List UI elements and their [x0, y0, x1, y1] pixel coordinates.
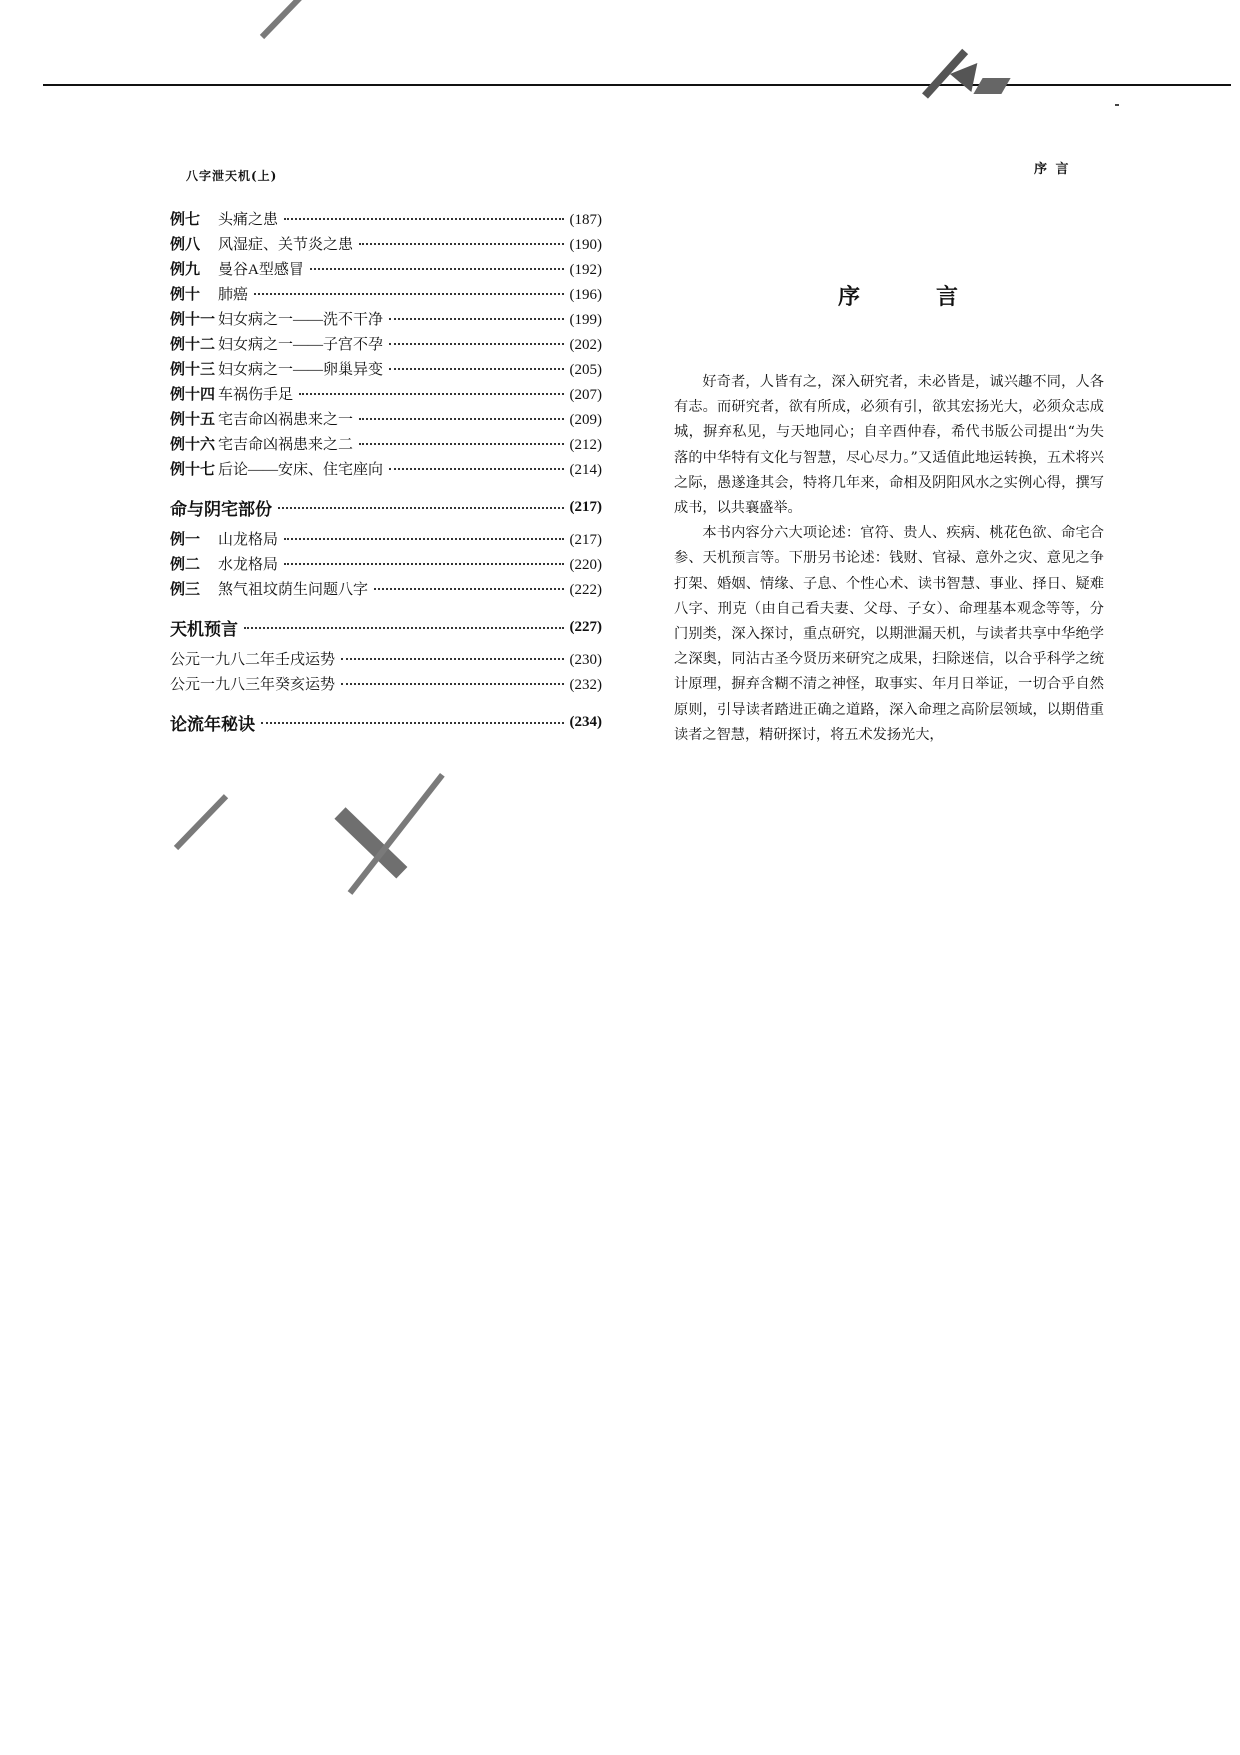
- toc-entry-label: [170, 458, 383, 479]
- toc-section-row: [170, 706, 602, 739]
- toc-entry-number: 例二: [170, 557, 201, 573]
- toc-page-number: (227): [569, 619, 602, 635]
- toc-row: [170, 383, 602, 408]
- toc-page-number: (192): [569, 262, 602, 278]
- toc-entry-number: 例七: [170, 212, 201, 228]
- toc-entry-label: [170, 673, 335, 694]
- toc-leader-dots: [389, 343, 563, 345]
- preface-title-char: 言: [935, 284, 958, 310]
- toc-entry-title: 天机预言: [170, 620, 238, 639]
- toc-entry-title: 公元一九八三年癸亥运势: [170, 677, 336, 693]
- running-header-right: 序 言: [1034, 162, 1071, 177]
- toc-leader-dots: [278, 507, 564, 509]
- toc-leader-dots: [310, 268, 564, 270]
- toc-entry-number: 例十四: [170, 387, 216, 403]
- toc-entry-label: [170, 528, 278, 549]
- toc-entry-label: [170, 283, 248, 304]
- toc-entry-number: 例十一: [170, 312, 216, 328]
- toc-entry-title: 宅吉命凶祸患来之一: [218, 412, 354, 428]
- toc-entry-label: [170, 615, 238, 640]
- toc-leader-dots: [359, 418, 563, 420]
- toc-entry-label: [170, 578, 368, 599]
- preface-paragraph: 好奇者，人皆有之，深入研究者，未必皆是，诚兴趣不同，人各有志。而研究者，欲有所成，必须有引，欲其宏扬光大，必须众志成城，摒弃私见，与天地同心；自辛酉仲春，希代书版公司提出“为失落的中华特有文化与智慧，尽心尽力。”又适值此地运转换，五术将兴之际，愚遂逢其会，特将几年来，命相及阴阳风水之实例心得，撰写成书，以共襄盛举。: [674, 374, 1104, 517]
- toc-entry-title: 宅吉命凶祸患来之二: [218, 437, 354, 453]
- toc-entry-label: [170, 495, 272, 520]
- toc-entry-label: [170, 408, 353, 429]
- toc-entry-number: 例十二: [170, 337, 216, 353]
- toc-row: [170, 333, 602, 358]
- toc-entry-number: 例十六: [170, 437, 216, 453]
- toc-entry-number: 例八: [170, 237, 201, 253]
- toc-row: [170, 283, 602, 308]
- toc-entry-label: [170, 553, 278, 574]
- toc-entry-title: 煞气祖坟荫生问题八字: [218, 582, 369, 598]
- toc-row: [170, 648, 602, 673]
- toc-page-number: (217): [569, 499, 602, 515]
- toc-entry-title: 风湿症、关节炎之患: [218, 237, 354, 253]
- toc-entry-label: [170, 383, 293, 404]
- toc-entry-number: 例三: [170, 582, 201, 598]
- running-header-left: 八字泄天机(上): [186, 169, 278, 183]
- toc-entry-title: 妇女病之一——洗不干净: [218, 312, 384, 328]
- scan-artifact-stroke: [174, 794, 228, 850]
- toc-entry-title: 妇女病之一——子宫不孕: [218, 337, 384, 353]
- toc-leader-dots: [389, 318, 563, 320]
- scan-border-line: [43, 84, 1231, 86]
- toc-page-number: (212): [569, 437, 602, 453]
- toc-page-number: (187): [569, 212, 602, 228]
- toc-entry-title: 公元一九八二年壬戌运势: [170, 652, 336, 668]
- toc-page-number: (217): [569, 532, 602, 548]
- toc-leader-dots: [284, 563, 563, 565]
- toc-row: [170, 308, 602, 333]
- toc-row: [170, 528, 602, 553]
- toc-page-number: (202): [569, 337, 602, 353]
- toc-row: [170, 458, 602, 483]
- toc-page-number: (230): [569, 652, 602, 668]
- toc-entry-label: [170, 710, 255, 735]
- toc-leader-dots: [359, 443, 563, 445]
- toc-leader-dots: [284, 218, 563, 220]
- preface-body: [674, 370, 1104, 748]
- toc-page-number: (234): [569, 714, 602, 730]
- toc-leader-dots: [261, 722, 564, 724]
- toc-page-number: (222): [569, 582, 602, 598]
- toc-entry-number: 例十七: [170, 462, 216, 478]
- toc-page-number: (196): [569, 287, 602, 303]
- toc-entry-title: 头痛之患: [218, 212, 279, 228]
- toc-page-number: (190): [569, 237, 602, 253]
- toc-leader-dots: [359, 243, 563, 245]
- toc-entry-label: [170, 333, 383, 354]
- table-of-contents: [170, 208, 602, 739]
- toc-entry-title: 论流年秘诀: [170, 715, 255, 734]
- toc-page-number: (209): [569, 412, 602, 428]
- toc-entry-label: [170, 208, 278, 229]
- toc-leader-dots: [389, 468, 563, 470]
- toc-leader-dots: [284, 538, 563, 540]
- toc-entry-label: [170, 358, 383, 379]
- toc-leader-dots: [341, 683, 563, 685]
- toc-leader-dots: [254, 293, 563, 295]
- toc-page-number: (220): [569, 557, 602, 573]
- toc-entry-number: 例九: [170, 262, 201, 278]
- toc-entry-label: [170, 233, 353, 254]
- toc-leader-dots: [299, 393, 563, 395]
- toc-row: [170, 233, 602, 258]
- toc-entry-title: 曼谷A型感冒: [218, 262, 304, 278]
- scan-artifact-stroke: [260, 0, 325, 39]
- toc-entry-number: 例十: [170, 287, 201, 303]
- toc-row: [170, 408, 602, 433]
- toc-page-number: (207): [569, 387, 602, 403]
- toc-entry-number: 例一: [170, 532, 201, 548]
- toc-row: [170, 358, 602, 383]
- toc-entry-label: [170, 648, 335, 669]
- toc-entry-title: 水龙格局: [218, 557, 279, 573]
- preface-paragraph: 本书内容分六大项论述：官符、贵人、疾病、桃花色欲、命宅合参、天机预言等。下册另书论述：钱财、官禄、意外之灾、意见之争打架、婚姻、情缘、子息、个性心术、读书智慧、事业、择日、疑难八字、刑克（由自己看夫妻、父母、子女）、命理基本观念等等，分门别类，深入探讨，重点研究，以期泄漏天机，与读者共享中华绝学之深奥，同沾古圣今贤历来研究之成果，扫除迷信，以合乎科学之统计原理，摒弃含糊不清之神怪，取事实、年月日举证，一切合乎自然原则，引导读者踏进正确之道路，深入命理之高阶层领域，以期借重读者之智慧，精研探讨，将五术发扬光大，: [674, 525, 1104, 743]
- toc-entry-number: 例十三: [170, 362, 216, 378]
- toc-leader-dots: [244, 627, 564, 629]
- toc-leader-dots: [389, 368, 563, 370]
- toc-section-row: [170, 491, 602, 524]
- toc-entry-label: [170, 308, 383, 329]
- preface-title: [838, 280, 958, 311]
- toc-entry-title: 命与阴宅部份: [170, 500, 272, 519]
- toc-row: [170, 673, 602, 698]
- toc-page-number: (199): [569, 312, 602, 328]
- toc-entry-title: 妇女病之一——卵巢异变: [218, 362, 384, 378]
- toc-row: [170, 433, 602, 458]
- scan-artifact-dot: [1115, 104, 1119, 106]
- toc-row: [170, 553, 602, 578]
- toc-entry-number: 例十五: [170, 412, 216, 428]
- toc-entry-title: 山龙格局: [218, 532, 279, 548]
- toc-entry-title: 后论——安床、住宅座向: [218, 462, 384, 478]
- toc-page-number: (214): [569, 462, 602, 478]
- toc-entry-title: 车祸伤手足: [218, 387, 294, 403]
- toc-page-number: (205): [569, 362, 602, 378]
- toc-section-row: [170, 611, 602, 644]
- toc-page-number: (232): [569, 677, 602, 693]
- toc-entry-label: [170, 258, 304, 279]
- toc-leader-dots: [341, 658, 563, 660]
- toc-row: [170, 578, 602, 603]
- toc-entry-title: 肺癌: [218, 287, 249, 303]
- toc-entry-label: [170, 433, 353, 454]
- toc-row: [170, 208, 602, 233]
- preface-title-char: 序: [838, 284, 861, 310]
- toc-row: [170, 258, 602, 283]
- toc-leader-dots: [374, 588, 563, 590]
